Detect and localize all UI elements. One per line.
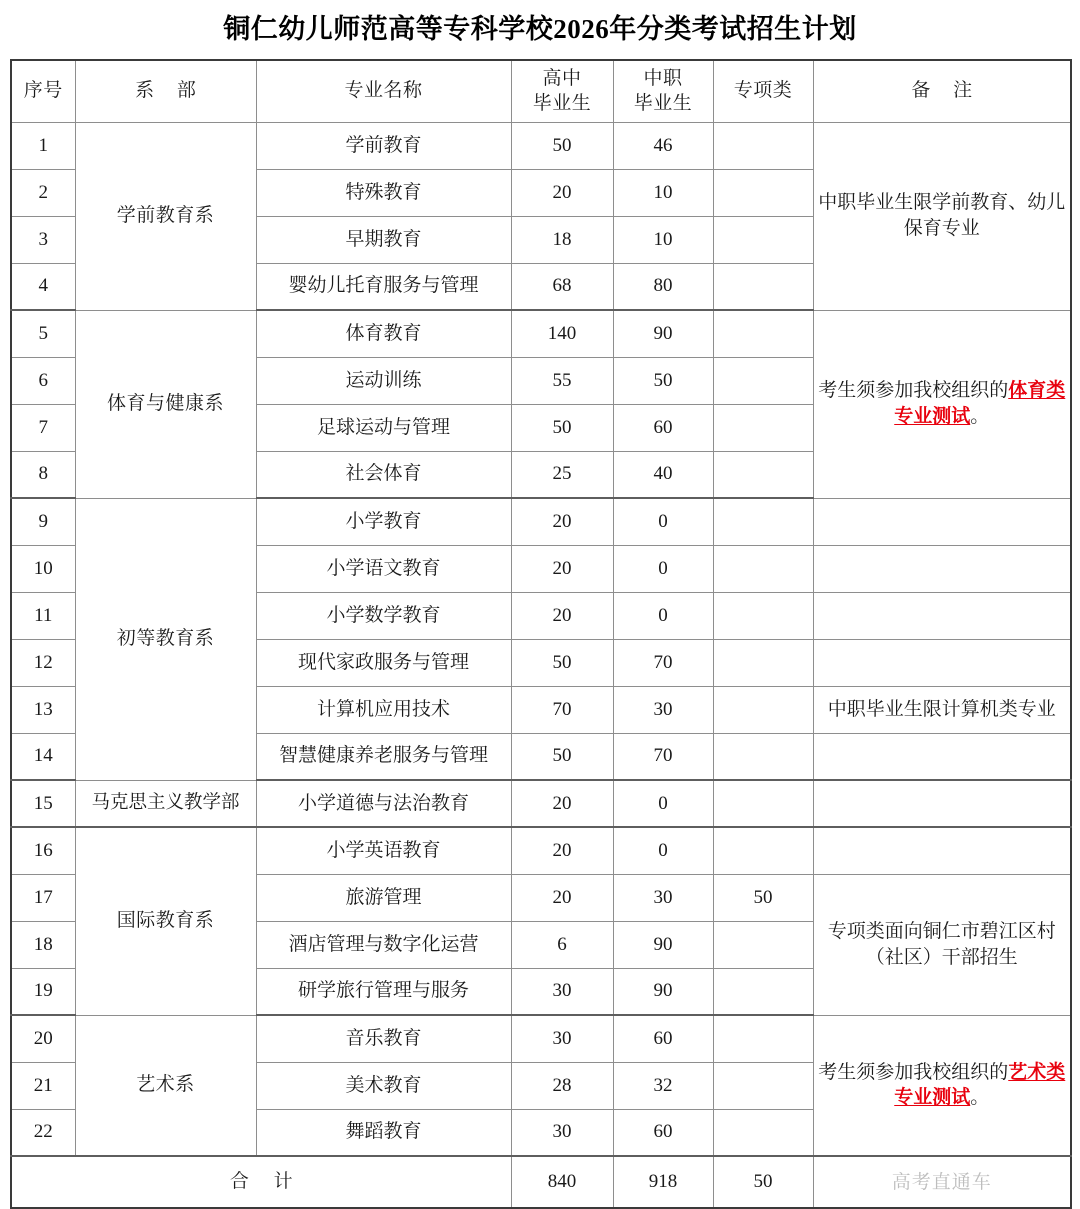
- cell-vocational-quota: 0: [613, 780, 713, 827]
- cell-seq: 10: [11, 545, 75, 592]
- cell-special-quota: [713, 310, 813, 357]
- cell-major: 小学教育: [256, 498, 511, 545]
- cell-highschool-quota: 50: [511, 404, 613, 451]
- col-header-seq: 序号: [11, 60, 75, 122]
- cell-vocational-quota: 0: [613, 498, 713, 545]
- cell-special-quota: [713, 451, 813, 498]
- cell-major: 学前教育: [256, 122, 511, 169]
- cell-highschool-quota: 50: [511, 639, 613, 686]
- cell-remarks: 中职毕业生限计算机类专业: [813, 686, 1071, 733]
- cell-highschool-quota: 30: [511, 1109, 613, 1156]
- cell-highschool-quota: 25: [511, 451, 613, 498]
- cell-special-quota: [713, 733, 813, 780]
- cell-seq: 17: [11, 874, 75, 921]
- cell-department: 学前教育系: [75, 122, 256, 310]
- cell-vocational-quota: 90: [613, 968, 713, 1015]
- cell-major: 现代家政服务与管理: [256, 639, 511, 686]
- cell-special-quota: [713, 216, 813, 263]
- cell-highschool-quota: 28: [511, 1062, 613, 1109]
- cell-vocational-quota: 30: [613, 874, 713, 921]
- cell-seq: 5: [11, 310, 75, 357]
- cell-special-quota: [713, 1015, 813, 1062]
- remarks-text-tail: 。: [970, 1087, 990, 1109]
- cell-vocational-quota: 30: [613, 686, 713, 733]
- col-header-vocational-grads: [613, 60, 713, 122]
- cell-vocational-quota: 0: [613, 592, 713, 639]
- cell-vocational-quota: 10: [613, 216, 713, 263]
- cell-special-quota: [713, 921, 813, 968]
- table-row: [11, 122, 1071, 169]
- cell-highschool-quota: 20: [511, 592, 613, 639]
- cell-special-quota: [713, 404, 813, 451]
- cell-special-quota: [713, 780, 813, 827]
- cell-highschool-quota: 20: [511, 545, 613, 592]
- cell-major: 婴幼儿托育服务与管理: [256, 263, 511, 310]
- cell-remarks: [813, 1015, 1071, 1156]
- cell-special-quota: [713, 827, 813, 874]
- cell-major: 舞蹈教育: [256, 1109, 511, 1156]
- cell-major: 早期教育: [256, 216, 511, 263]
- col-header-highschool-grads: [511, 60, 613, 122]
- col-header-highschool-line2: 毕业生: [532, 93, 592, 115]
- cell-seq: 12: [11, 639, 75, 686]
- cell-major: 小学道德与法治教育: [256, 780, 511, 827]
- table-row: [11, 498, 1071, 545]
- cell-seq: 21: [11, 1062, 75, 1109]
- cell-highschool-quota: 20: [511, 169, 613, 216]
- remarks-text: 中职毕业生限学前教育、幼儿保育专业: [818, 192, 1066, 239]
- remarks-text-tail: 。: [970, 406, 990, 427]
- remarks-highlight: 艺术类专业测试: [894, 1061, 1066, 1109]
- cell-major: 社会体育: [256, 451, 511, 498]
- cell-seq: 13: [11, 686, 75, 733]
- col-header-highschool-line1: 高中: [542, 67, 582, 89]
- cell-vocational-quota: 60: [613, 1109, 713, 1156]
- cell-seq: 15: [11, 780, 75, 827]
- cell-seq: 18: [11, 921, 75, 968]
- cell-highschool-quota: 55: [511, 357, 613, 404]
- cell-major: 美术教育: [256, 1062, 511, 1109]
- cell-highschool-quota: 50: [511, 122, 613, 169]
- cell-remarks: [813, 827, 1071, 874]
- table-row: [11, 310, 1071, 357]
- cell-seq: 9: [11, 498, 75, 545]
- cell-remarks: [813, 545, 1071, 592]
- cell-major: 体育教育: [256, 310, 511, 357]
- cell-seq: 7: [11, 404, 75, 451]
- col-header-major: 专业名称: [256, 60, 511, 122]
- cell-special-quota: 50: [713, 874, 813, 921]
- col-header-vocational-line2: 毕业生: [633, 93, 693, 115]
- col-header-remarks: [813, 60, 1071, 122]
- cell-highschool-quota: 6: [511, 921, 613, 968]
- cell-major: 旅游管理: [256, 874, 511, 921]
- cell-highschool-quota: 18: [511, 216, 613, 263]
- cell-seq: 4: [11, 263, 75, 310]
- col-header-department-label: 系 部: [135, 80, 205, 102]
- remarks-text: 考生须参加我校组织的: [818, 380, 1009, 402]
- col-header-remarks-label: 备 注: [911, 80, 982, 102]
- col-header-special-category: 专项类: [713, 60, 813, 122]
- cell-department: 初等教育系: [75, 498, 256, 780]
- cell-seq: 6: [11, 357, 75, 404]
- watermark-label: 高考直通车: [891, 1172, 992, 1194]
- cell-vocational-quota: 46: [613, 122, 713, 169]
- cell-seq: 1: [11, 122, 75, 169]
- cell-major: 小学数学教育: [256, 592, 511, 639]
- col-header-vocational-line1: 中职: [643, 67, 683, 89]
- cell-major: 小学英语教育: [256, 827, 511, 874]
- remarks-highlight: 体育类专业测试: [894, 380, 1066, 427]
- cell-seq: 14: [11, 733, 75, 780]
- cell-remarks: [813, 592, 1071, 639]
- total-label: 合 计: [11, 1156, 511, 1208]
- cell-remarks: [813, 122, 1071, 310]
- table-body: [11, 122, 1071, 1208]
- cell-major: 酒店管理与数字化运营: [256, 921, 511, 968]
- cell-vocational-quota: 60: [613, 404, 713, 451]
- table-container: [0, 59, 1080, 1209]
- cell-seq: 3: [11, 216, 75, 263]
- cell-special-quota: [713, 1109, 813, 1156]
- enrollment-plan-table: [10, 59, 1072, 1209]
- cell-vocational-quota: 0: [613, 545, 713, 592]
- cell-special-quota: [713, 639, 813, 686]
- cell-vocational-quota: 90: [613, 310, 713, 357]
- cell-department: 马克思主义教学部: [75, 780, 256, 827]
- cell-department: 艺术系: [75, 1015, 256, 1156]
- table-row: [11, 780, 1071, 827]
- cell-vocational-quota: 80: [613, 263, 713, 310]
- cell-remarks: [813, 780, 1071, 827]
- cell-special-quota: [713, 357, 813, 404]
- cell-department: 体育与健康系: [75, 310, 256, 498]
- cell-highschool-quota: 68: [511, 263, 613, 310]
- cell-remarks: [813, 498, 1071, 545]
- total-highschool-quota: 840: [511, 1156, 613, 1208]
- cell-special-quota: [713, 545, 813, 592]
- cell-seq: 11: [11, 592, 75, 639]
- cell-special-quota: [713, 968, 813, 1015]
- cell-highschool-quota: 20: [511, 780, 613, 827]
- cell-vocational-quota: 70: [613, 639, 713, 686]
- cell-vocational-quota: 60: [613, 1015, 713, 1062]
- cell-remarks: [813, 310, 1071, 498]
- cell-major: 计算机应用技术: [256, 686, 511, 733]
- cell-major: 运动训练: [256, 357, 511, 404]
- cell-special-quota: [713, 1062, 813, 1109]
- cell-vocational-quota: 50: [613, 357, 713, 404]
- cell-vocational-quota: 70: [613, 733, 713, 780]
- remarks-text: 考生须参加我校组织的: [818, 1061, 1009, 1083]
- cell-remarks: [813, 733, 1071, 780]
- table-row: [11, 1015, 1071, 1062]
- cell-major: 智慧健康养老服务与管理: [256, 733, 511, 780]
- cell-highschool-quota: 70: [511, 686, 613, 733]
- total-special-quota: 50: [713, 1156, 813, 1208]
- cell-special-quota: [713, 686, 813, 733]
- cell-seq: 2: [11, 169, 75, 216]
- cell-special-quota: [713, 122, 813, 169]
- cell-vocational-quota: 90: [613, 921, 713, 968]
- cell-seq: 16: [11, 827, 75, 874]
- cell-highschool-quota: 20: [511, 827, 613, 874]
- cell-major: 足球运动与管理: [256, 404, 511, 451]
- col-header-department: [75, 60, 256, 122]
- cell-remarks: 专项类面向铜仁市碧江区村（社区）干部招生: [813, 874, 1071, 1015]
- cell-highschool-quota: 140: [511, 310, 613, 357]
- cell-highschool-quota: 30: [511, 1015, 613, 1062]
- table-header: [11, 60, 1071, 122]
- cell-major: 音乐教育: [256, 1015, 511, 1062]
- cell-major: 特殊教育: [256, 169, 511, 216]
- cell-seq: 8: [11, 451, 75, 498]
- cell-remarks: [813, 639, 1071, 686]
- cell-highschool-quota: 50: [511, 733, 613, 780]
- cell-special-quota: [713, 169, 813, 216]
- cell-special-quota: [713, 498, 813, 545]
- cell-seq: 19: [11, 968, 75, 1015]
- cell-vocational-quota: 40: [613, 451, 713, 498]
- table-row: [11, 827, 1071, 874]
- cell-highschool-quota: 20: [511, 498, 613, 545]
- cell-vocational-quota: 32: [613, 1062, 713, 1109]
- cell-vocational-quota: 10: [613, 169, 713, 216]
- cell-highschool-quota: 30: [511, 968, 613, 1015]
- cell-highschool-quota: 20: [511, 874, 613, 921]
- cell-seq: 22: [11, 1109, 75, 1156]
- cell-vocational-quota: 0: [613, 827, 713, 874]
- cell-seq: 20: [11, 1015, 75, 1062]
- cell-department: 国际教育系: [75, 827, 256, 1015]
- cell-special-quota: [713, 592, 813, 639]
- cell-major: 研学旅行管理与服务: [256, 968, 511, 1015]
- cell-major: 小学语文教育: [256, 545, 511, 592]
- page-title: 铜仁幼儿师范高等专科学校2026年分类考试招生计划: [223, 14, 857, 44]
- total-vocational-quota: 918: [613, 1156, 713, 1208]
- cell-special-quota: [713, 263, 813, 310]
- header-row: [11, 60, 1071, 122]
